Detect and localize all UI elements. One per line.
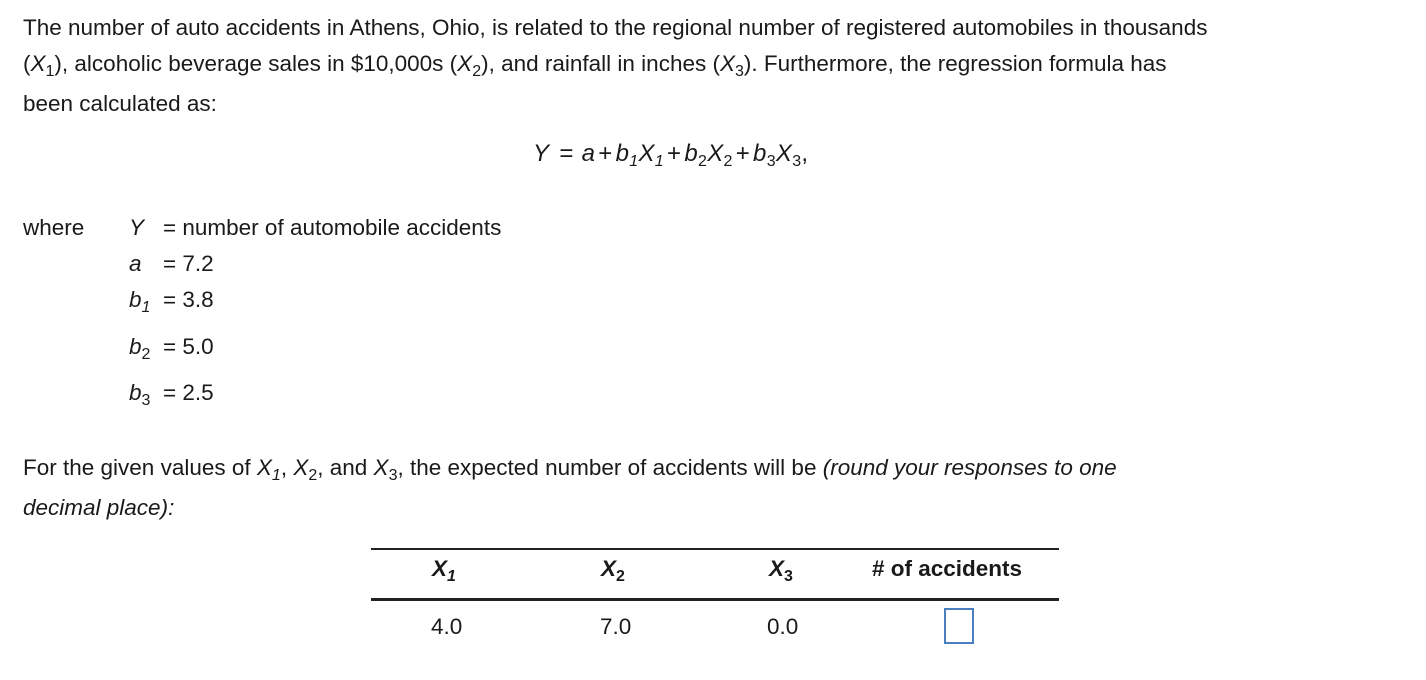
table-top-rule xyxy=(371,548,1059,550)
definition-a: a = 7.2 xyxy=(129,251,214,276)
intro-line-2: $(X_1)$, alcoholic beverage sales in $10,000s $(X_2)$, and rainfall in inches $(X_3)$. Furthermore, the regression formula has xyxy=(23,51,1167,80)
var-x3: X xyxy=(719,51,735,76)
cell-x1: 4.0 xyxy=(431,614,463,639)
intro-line-1: The number of auto accidents in Athens, Ohio, is related to the regional number of registered automobiles in thousands xyxy=(23,15,1208,40)
header-x1: $X_1$ xyxy=(432,556,456,585)
cell-x3: 0.0 xyxy=(767,614,799,639)
var-x2: X xyxy=(457,51,473,76)
problem-intro xyxy=(23,10,1408,122)
definition-b1: $b_1 = 3.8$ xyxy=(129,287,214,316)
question-prompt xyxy=(23,448,1408,528)
where-label: where xyxy=(23,215,85,240)
definition-y: Y = number of automobile accidents xyxy=(129,215,502,240)
question-line-1: For the given values of $X_1$, $X_2$, and $X_3$, the expected number of accidents will be (round your responses to one xyxy=(23,455,1117,484)
accidents-answer-input[interactable] xyxy=(944,608,974,644)
definition-b2: $b_2 = 5.0$ xyxy=(129,334,214,363)
header-x2: $X_2$ xyxy=(601,556,625,585)
cell-x2: 7.0 xyxy=(600,614,632,639)
question-line-2: decimal place): xyxy=(23,495,175,520)
header-accidents: # of accidents xyxy=(872,556,1023,581)
var-x1: X xyxy=(30,51,46,76)
intro-line-3: been calculated as: xyxy=(23,91,217,116)
definition-b3: $b_3 = 2.5$ xyxy=(129,380,214,409)
regression-formula: $Y = a + b_1X_1 + b_2X_2 + b_3X_3$, xyxy=(533,140,809,170)
table-header-rule xyxy=(371,598,1059,601)
header-x3: $X_3$ xyxy=(769,556,793,585)
